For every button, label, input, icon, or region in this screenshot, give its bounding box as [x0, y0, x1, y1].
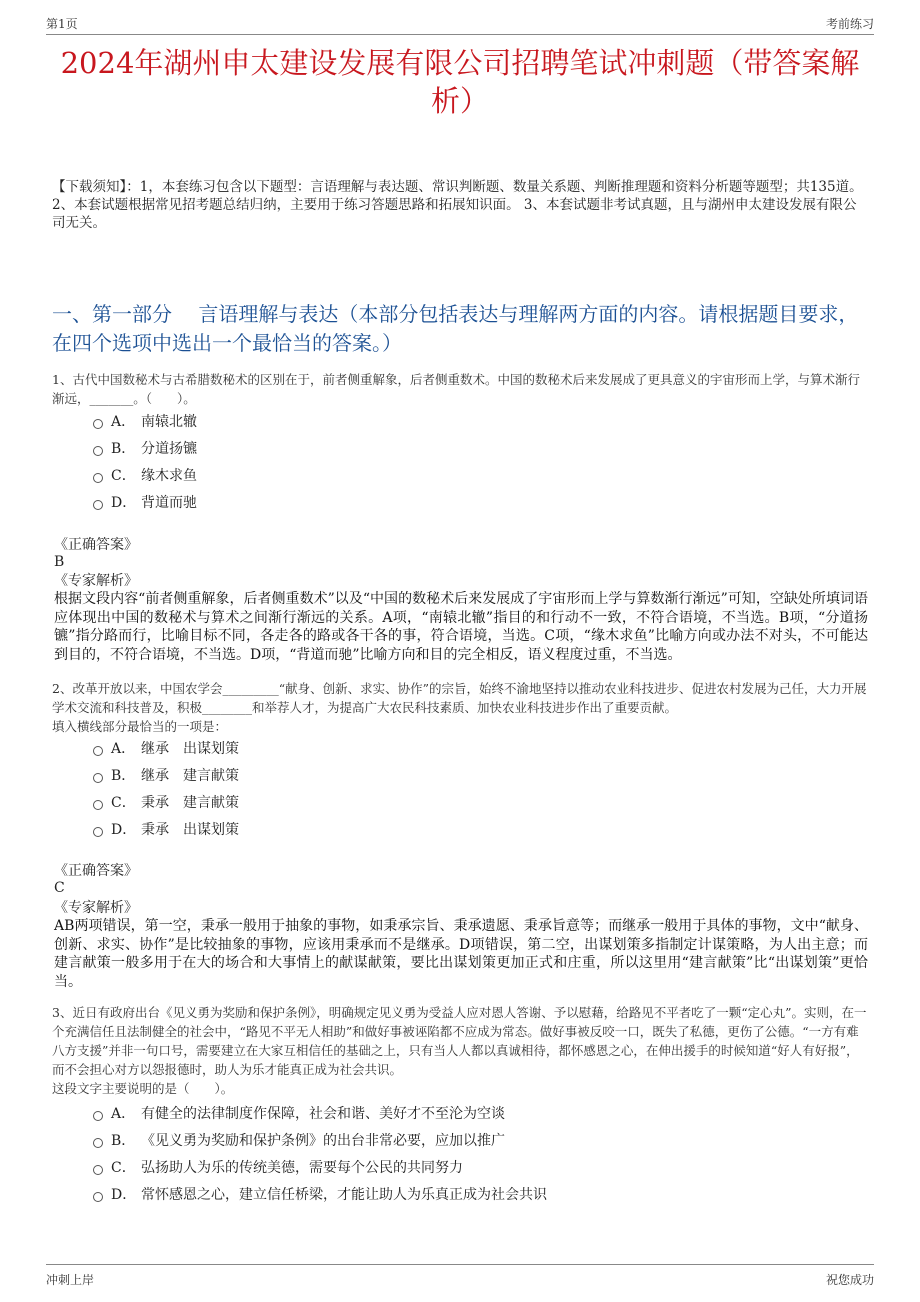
- question-1-option-a[interactable]: [93, 410, 197, 432]
- option-letter: A．: [111, 1106, 136, 1122]
- question-1-option-b[interactable]: [93, 437, 197, 459]
- question-3-option-d[interactable]: [93, 1183, 547, 1205]
- page-number: 第1页: [46, 17, 78, 31]
- option-letter: C．: [111, 795, 136, 811]
- footer-left-label: 冲刺上岸: [46, 1272, 95, 1287]
- option-text: 秉承 建言献策: [141, 795, 239, 811]
- option-text: 秉承 出谋划策: [141, 822, 239, 838]
- question-3-option-a[interactable]: [93, 1102, 505, 1124]
- radio-icon[interactable]: [93, 1138, 103, 1148]
- radio-icon[interactable]: [93, 1192, 103, 1202]
- question-3-stem: 3、近日有政府出台《见义勇为奖励和保护条例》，明确规定见义勇为受益人应对恩人答谢、予以慰藉，给路见不平者吃了一颗“定心丸”。实则，在一个充满信任且法制健全的社会中，“路见不平无人相助”和做好事被诬陷都不应成为常态。做好事被反咬一口，既失了私德，更伤了公德。“一方有难八方支援”并非一句口号，需要建立在大家互相信任的基础之上，只有当人人都以真诚相待，都怀感恩之心，在伸出援手的时候知道“好人有好报”，而不会担心对方以怨报德时，助人为乐才能真正成为社会共识。: [52, 1005, 867, 1077]
- radio-icon[interactable]: [93, 1111, 103, 1121]
- option-text: 南辕北辙: [141, 414, 197, 430]
- option-text: 缘木求鱼: [141, 468, 197, 484]
- option-text: 弘扬助人为乐的传统美德，需要每个公民的共同努力: [141, 1160, 463, 1176]
- option-text: 《见义勇为奖励和保护条例》的出台非常必要，应加以推广: [141, 1133, 505, 1149]
- option-text: 继承 建言献策: [141, 768, 239, 784]
- option-letter: B．: [111, 441, 136, 457]
- question-2-stem: 2、改革开放以来，中国农学会_________“献身、创新、求实、协作”的宗旨，始终不渝地坚持以推动农业科技进步、促进农村发展为己任，大力开展学术交流和科技普及，积极________和举荐人才，为提高广大农民科技素质、加快农业科技进步作出了重要贡献。: [52, 681, 867, 715]
- question-2-prompt: 填入横线部分最恰当的一项是：: [52, 719, 228, 734]
- radio-icon[interactable]: [93, 446, 103, 456]
- option-text: 背道而驰: [141, 495, 197, 511]
- download-notice: 【下载须知】：1，本套练习包含以下题型：言语理解与表达题、常识判断题、数量关系题、判断推理题和资料分析题等题型；共135道。 2、本套试题根据常见招考题总结归纳，主要用于练习答题思路和拓展知识面。 3、本套试题非考试真题，且与湖州申太建设发展有限公司无关。: [52, 179, 863, 231]
- section-heading: 一、第一部分 言语理解与表达（本部分包括表达与理解两方面的内容。请根据题目要求，在四个选项中选出一个最恰当的答案。）: [52, 302, 859, 355]
- radio-icon[interactable]: [93, 500, 103, 510]
- question-1-option-c[interactable]: [93, 464, 197, 486]
- option-letter: D．: [111, 822, 137, 838]
- option-letter: C．: [111, 1160, 136, 1176]
- question-2-explanation-label: 《专家解析》: [54, 900, 138, 916]
- page-footer: [46, 1264, 874, 1293]
- option-text: 常怀感恩之心，建立信任桥梁，才能让助人为乐真正成为社会共识: [141, 1187, 547, 1203]
- radio-icon[interactable]: [93, 827, 103, 837]
- radio-icon[interactable]: [93, 800, 103, 810]
- question-2-explanation: AB两项错误，第一空，秉承一般用于抽象的事物，如秉承宗旨、秉承遗愿、秉承旨意等；而继承一般用于具体的事物，文中“献身、创新、求实、协作”是比较抽象的事物，应该用秉承而不是继承。D项错误，第二空，出谋划策多指制定计谋策略，为人出主意；而建言献策一般多用于在大的场合和大事情上的献谋献策，要比出谋划策更加正式和庄重，所以这里用“建言献策”比“出谋划策”更恰当。: [54, 918, 868, 990]
- option-letter: C．: [111, 468, 136, 484]
- question-1-explanation: 根据文段内容“前者侧重解象，后者侧重数术”以及“中国的数秘术后来发展成了宇宙形而上学与算数渐行渐远”可知，空缺处所填词语应体现出中国的数秘术与算术之间渐行渐远的关系。A项，“南辕北辙”指目的和行动不一致，不符合语境，不当选。B项，“分道扬镳”指分路而行，比喻目标不同，各走各的路或各干各的事，符合语境，当选。C项，“缘木求鱼”比喻方向或办法不对头，不可能达到目的，不符合语境，不当选。D项，“背道而驰”比喻方向和目的完全相反，语义程度过重，不当选。: [54, 591, 868, 663]
- question-2-option-a[interactable]: [93, 737, 239, 759]
- question-1-stem: 1、古代中国数秘术与古希腊数秘术的区别在于，前者侧重解象，后者侧重数术。中国的数秘术后来发展成了更具意义的宇宙形而上学，与算术渐行渐远，_______。（ ）。: [52, 372, 860, 406]
- radio-icon[interactable]: [93, 773, 103, 783]
- question-3-option-c[interactable]: [93, 1156, 463, 1178]
- question-3-option-b[interactable]: [93, 1129, 505, 1151]
- option-letter: A．: [111, 414, 136, 430]
- question-1-answer: B: [54, 554, 65, 570]
- document-title: 2024年湖州申太建设发展有限公司招聘笔试冲刺题（带答案解析）: [60, 46, 860, 118]
- footer-right-label: 祝您成功: [825, 1272, 874, 1287]
- option-letter: D．: [111, 1187, 137, 1203]
- option-letter: B．: [111, 1133, 136, 1149]
- radio-icon[interactable]: [93, 1165, 103, 1175]
- question-1-answer-label: 《正确答案》: [54, 537, 138, 553]
- radio-icon[interactable]: [93, 419, 103, 429]
- question-3-prompt: 这段文字主要说明的是（ ）。: [52, 1081, 234, 1096]
- question-1-option-d[interactable]: [93, 491, 197, 513]
- option-text: 有健全的法律制度作保障，社会和谐、美好才不至沦为空谈: [141, 1106, 505, 1122]
- question-2-option-b[interactable]: [93, 764, 239, 786]
- question-2-answer: C: [54, 880, 65, 896]
- option-text: 分道扬镳: [141, 441, 197, 457]
- header-label: 考前练习: [825, 17, 874, 31]
- question-2-option-c[interactable]: [93, 791, 239, 813]
- option-text: 继承 出谋划策: [141, 741, 239, 757]
- radio-icon[interactable]: [93, 473, 103, 483]
- option-letter: B．: [111, 768, 136, 784]
- question-1-explanation-label: 《专家解析》: [54, 573, 138, 589]
- page-header: [46, 10, 874, 35]
- question-2-option-d[interactable]: [93, 818, 239, 840]
- radio-icon[interactable]: [93, 746, 103, 756]
- option-letter: D．: [111, 495, 137, 511]
- question-2-answer-label: 《正确答案》: [54, 863, 138, 879]
- option-letter: A．: [111, 741, 136, 757]
